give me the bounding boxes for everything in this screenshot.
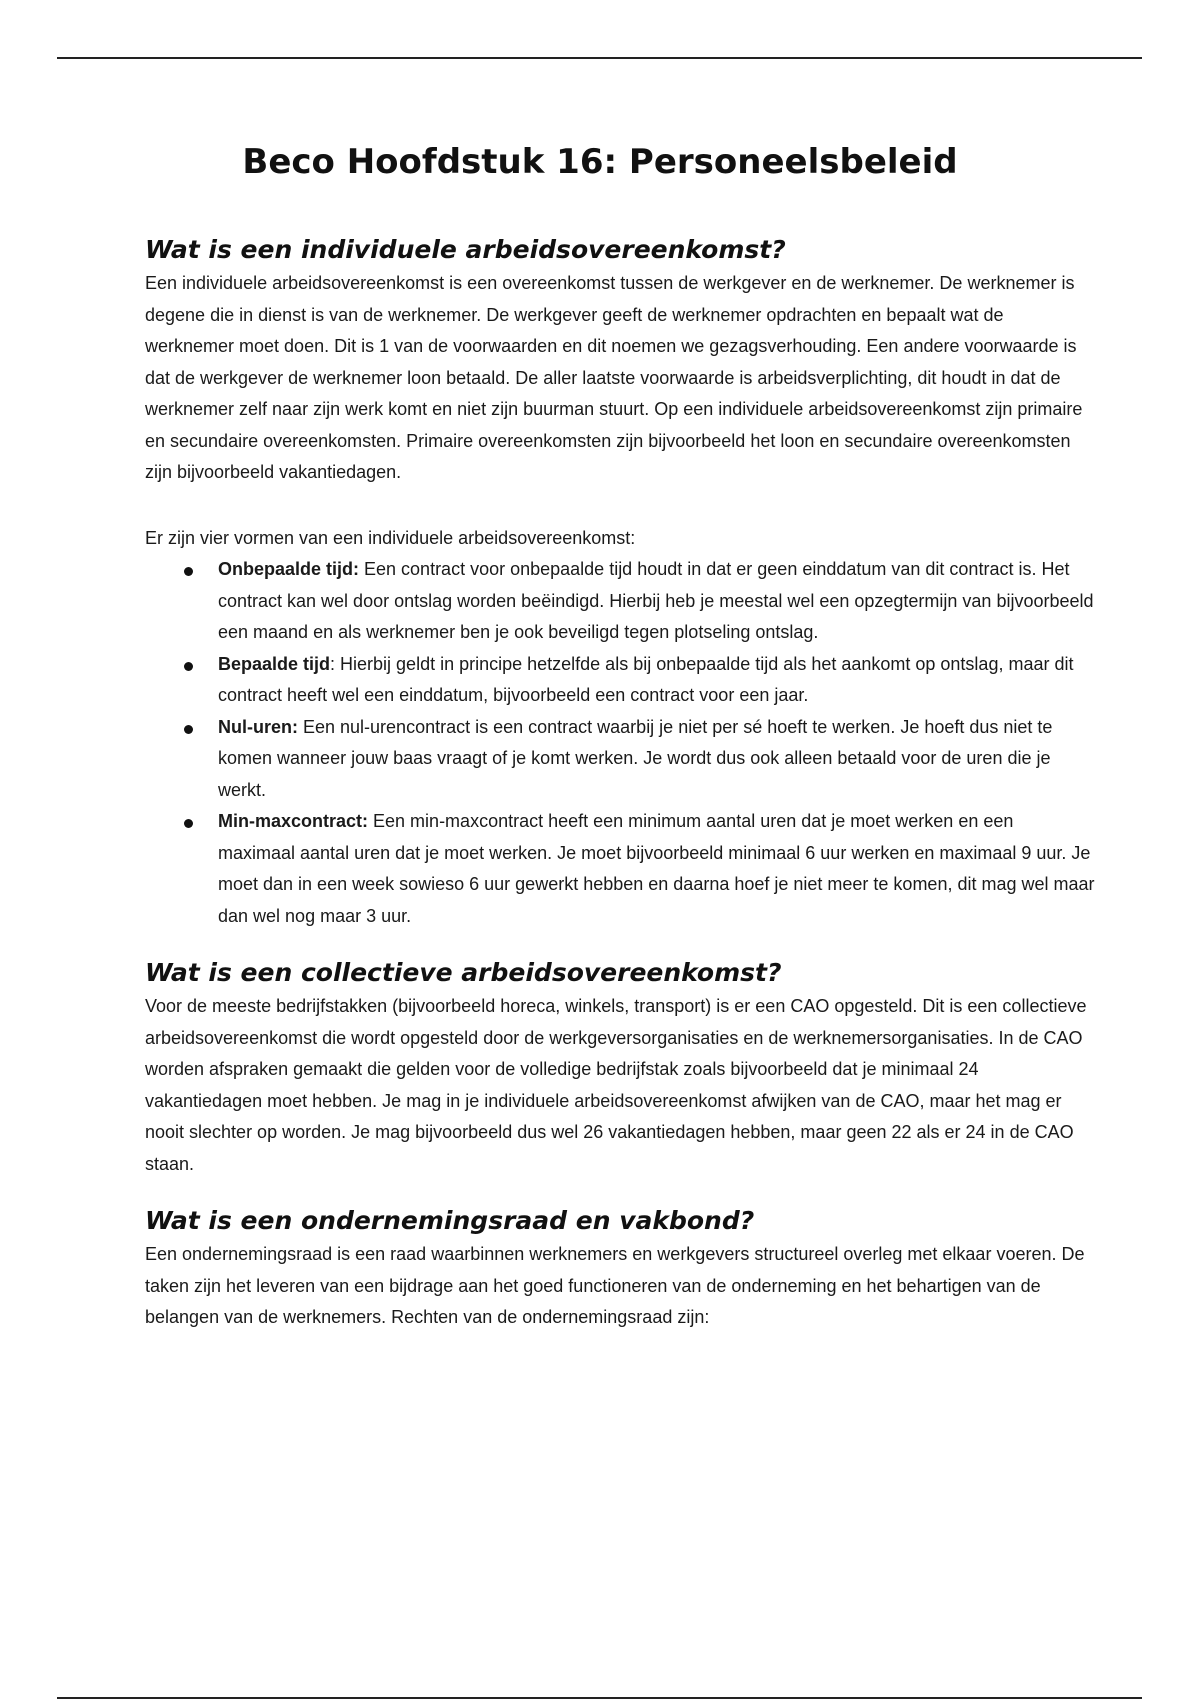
bottom-rule	[57, 1697, 1142, 1699]
bullet-icon	[184, 662, 193, 671]
section-heading-council: Wat is een ondernemingsraad en vakbond?	[145, 1206, 755, 1235]
list-item-text: : Hierbij geldt in principe hetzelfde als bij onbepaalde tijd als het aankomt op ontslag, maar dit contract heeft wel een einddatum, bijvoorbeeld een contract voor een jaar.	[218, 653, 1074, 705]
bullet-icon	[184, 819, 193, 828]
list-item-term: Onbepaalde tijd:	[218, 559, 360, 579]
list-item	[145, 554, 1095, 649]
top-rule	[57, 57, 1142, 59]
spacer	[145, 1180, 1095, 1203]
document-body	[145, 232, 1095, 1334]
list-item	[145, 806, 1095, 932]
spacer	[145, 489, 1095, 523]
section-paragraph-council: Een ondernemingsraad is een raad waarbinnen werknemers en werkgevers structureel overleg met elkaar voeren. De taken zijn het leveren van een bijdrage aan het goed functioneren van de onderneming en het behartigen van de belangen van de werknemers. Rechten van de ondernemingsraad zijn:	[145, 1244, 1085, 1327]
list-item	[145, 712, 1095, 807]
list-intro: Er zijn vier vormen van een individuele arbeidsovereenkomst:	[145, 527, 636, 548]
list-item	[145, 649, 1095, 712]
list-item-term: Nul-uren:	[218, 716, 298, 737]
list-item-term: Bepaalde tijd	[218, 653, 331, 674]
bullet-icon	[184, 567, 193, 576]
section-paragraph-individual: Een individuele arbeidsovereenkomst is een overeenkomst tussen de werkgever en de werknemer. De werknemer is degene die in dienst is van de werknemer. De werkgever geeft de werknemer opdrachten en bepaalt wat de werknemer moet doen. Dit is 1 van de voorwaarden en dit noemen we gezagsverhouding. Een andere voorwaarde is dat de werkgever de werknemer loon betaald. De aller laatste voorwaarde is arbeidsverplichting, dit houdt in dat de werknemer zelf naar zijn werk komt en niet zijn buurman stuurt. Op een individuele arbeidsovereenkomst zijn primaire en secundaire overeenkomsten. Primaire overeenkomsten zijn bijvoorbeeld het loon en secundaire overeenkomsten zijn bijvoorbeeld vakantiedagen.	[145, 273, 1083, 482]
contract-forms-list	[145, 554, 1095, 932]
spacer	[145, 932, 1095, 955]
list-item-text: Een min-maxcontract heeft een minimum aantal uren dat je moet werken en een maximaal aantal uren dat je moet werken. Je moet bijvoorbeeld minimaal 6 uur werken en maximaal 9 uur. Je moet dan in een week sowieso 6 uur gewerkt hebben en daarna hoef je niet meer te komen, dit mag wel maar dan wel nog maar 3 uur.	[218, 811, 1095, 926]
page-title: Beco Hoofdstuk 16: Personeelsbeleid	[242, 142, 958, 182]
list-item-text: Een nul-urencontract is een contract waarbij je niet per sé hoeft te werken. Je hoeft dus niet te komen wanneer jouw baas vraagt of je komt werken. Je wordt dus ook alleen betaald voor de uren die je werkt.	[218, 716, 1053, 800]
bullet-icon	[184, 725, 193, 734]
section-heading-individual: Wat is een individuele arbeidsovereenkomst?	[145, 235, 786, 264]
section-heading-collective: Wat is een collectieve arbeidsovereenkomst?	[145, 958, 782, 987]
list-item-text: Een contract voor onbepaalde tijd houdt in dat er geen einddatum van dit contract is. Het contract kan wel door ontslag worden beëindigd. Hierbij heb je meestal wel een opzegtermijn van bijvoorbeeld een maand en als werknemer ben je ook beveiligd tegen plotseling ontslag.	[218, 559, 1094, 642]
list-item-term: Min-maxcontract:	[218, 811, 369, 831]
section-paragraph-collective: Voor de meeste bedrijfstakken (bijvoorbeeld horeca, winkels, transport) is er een CAO opgesteld. Dit is een collectieve arbeidsovereenkomst die wordt opgesteld door de werkgeversorganisaties en de werknemersorganisaties. In de CAO worden afspraken gemaakt die gelden voor de volledige bedrijfstak zoals bijvoorbeeld dat je minimaal 24 vakantiedagen moet hebben. Je mag in je individuele arbeidsovereenkomst afwijken van de CAO, maar het mag er nooit slechter op worden. Je mag bijvoorbeeld dus wel 26 vakantiedagen hebben, maar geen 22 als er 24 in de CAO staan.	[145, 996, 1087, 1174]
